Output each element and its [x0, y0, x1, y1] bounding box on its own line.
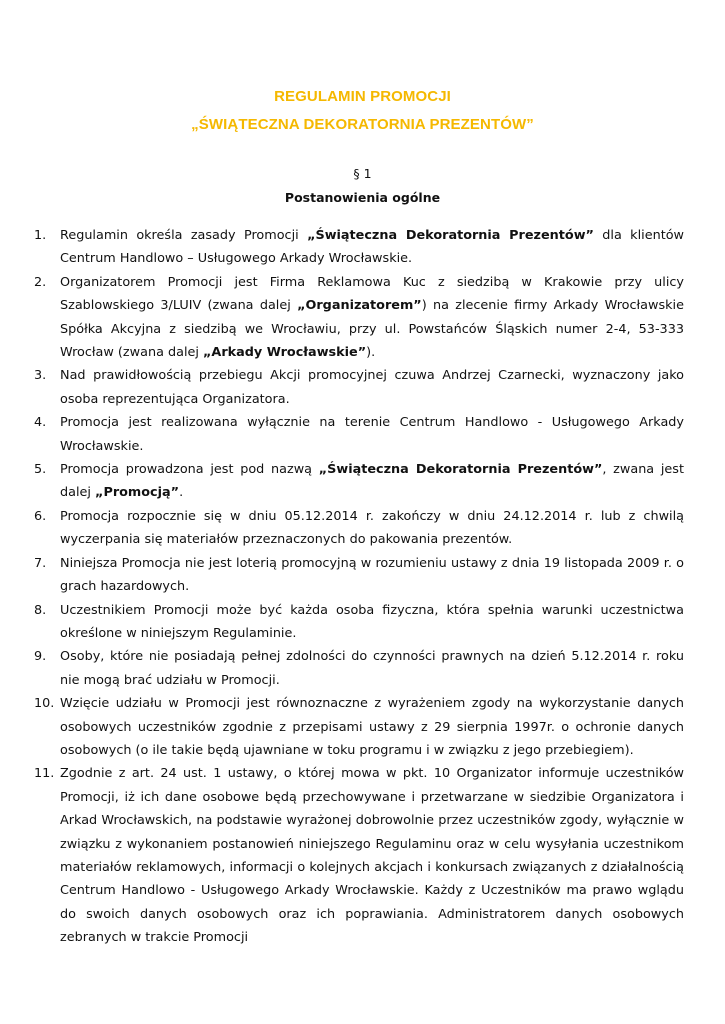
list-item-text [60, 603, 684, 641]
emphasized-text: „Arkady Wrocławskie” [203, 345, 367, 361]
list-item [34, 552, 684, 599]
list-item-number: 8. [34, 602, 47, 618]
text-run: Promocja prowadzona jest pod nazwą [60, 462, 319, 478]
text-run: Uczestnikiem Promocji może być każda osoba fizyczna, która spełnia warunki uczestnictwa określone w niniejszym Regulaminie. [60, 602, 684, 641]
text-run: dla klientów Centrum Handlowo – Usługowego Arkady Wrocławskie. [60, 228, 685, 267]
list-item [34, 411, 684, 458]
list-item-number: 9. [34, 649, 47, 665]
list-item [34, 224, 684, 271]
list-item-number: 2. [34, 274, 47, 290]
list-item-text [60, 649, 684, 687]
list-item-text [60, 766, 684, 945]
text-run: Organizatorem Promocji jest Firma Reklamowa Kuc z siedzibą w Krakowie przy ulicy Szablowskiego 3/LUIV (zwana dalej [60, 274, 684, 314]
text-run: . [179, 485, 184, 501]
list-item-text [60, 275, 684, 360]
list-item [34, 599, 684, 646]
list-item [34, 271, 684, 365]
text-run: Zgodnie z art. 24 ust. 1 ustawy, o której mowa w pkt. 10 Organizator informuje uczestników Promocji, iż ich dane osobowe będą przechowywane i przetwarzane w siedzibie Organizatora i Arkad Wrocławskich, na podstawie wyrażonej dobrowolnie przez uczestników zgody, wyłącznie w związku z wykonaniem postanowień niniejszego Regulaminu oraz w celu wysyłania uczestnikom materiałów reklamowych, informacji o kolejnych akcjach i konkursach związanych z działalnością Centrum Handlowo - Usługowego Arkady Wrocławskie. Każdy z Uczestników ma prawo wglądu do swoich danych osobowych oraz ich poprawiania. Administratorem danych osobowych zebranych w trakcie Promocji [60, 766, 684, 946]
list-item-number: 11. [34, 766, 55, 782]
text-run: , zwana jest dalej [60, 462, 684, 501]
emphasized-text: „Świąteczna Dekoratornia Prezentów” [318, 462, 603, 478]
list-item [34, 505, 684, 552]
list-item-text [60, 509, 684, 547]
emphasized-text: „Świąteczna Dekoratornia Prezentów” [307, 228, 594, 243]
emphasized-text: „Promocją” [95, 485, 180, 501]
text-run: ). [366, 345, 376, 361]
list-item-text [60, 462, 684, 500]
list-item-text [60, 228, 684, 266]
list-item-number: 3. [34, 368, 47, 384]
text-run: Osoby, które nie posiadają pełnej zdolności do czynności prawnych na dzień 5.12.2014 r. roku nie mogą brać udziału w Promocji. [60, 649, 684, 688]
list-item [34, 645, 684, 692]
document-title: REGULAMIN PROMOCJI [274, 88, 451, 105]
list-item-text [60, 696, 684, 758]
text-run: Promocja jest realizowana wyłącznie na terenie Centrum Handlowo - Usługowego Arkady Wrocławskie. [60, 415, 684, 454]
list-item-number: 1. [34, 228, 47, 243]
text-run: Niniejsza Promocja nie jest loterią promocyjną w rozumieniu ustawy z dnia 19 listopada 2009 r. o grach hazardowych. [60, 555, 684, 595]
text-run: ) na zlecenie firmy Arkady Wrocławskie Spółka Akcyjna z siedzibą we Wrocławiu, przy ul. Powstańców Śląskich numer 2-4, 53-333 Wrocław (zwana dalej [60, 298, 684, 361]
list-item-number: 4. [34, 415, 47, 431]
regulations-list [34, 224, 684, 950]
list-item-number: 6. [34, 508, 47, 524]
promotion-name-title: „ŚWIĄTECZNA DEKORATORNIA PREZENTÓW” [191, 116, 534, 133]
list-item-text [60, 368, 684, 406]
text-run: Wzięcie udziału w Promocji jest równoznaczne z wyrażeniem zgody na wykorzystanie danych osobowych uczestników zgodnie z przepisami ustawy z 29 sierpnia 1997r. o ochronie danych osobowych (o ile takie będą ujawniane w toku programu i w związku z jego przebiegiem). [60, 696, 684, 758]
text-run: Regulamin określa zasady Promocji [60, 228, 308, 243]
text-run: Promocja rozpocznie się w dniu 05.12.2014 r. zakończy w dniu 24.12.2014 r. lub z chwilą wyczerpania się materiałów przeznaczonych do pakowania prezentów. [60, 508, 684, 548]
list-item-number: 7. [34, 555, 47, 571]
list-item-number: 10. [34, 696, 55, 712]
list-item [34, 458, 684, 505]
list-item-number: 5. [34, 462, 47, 478]
list-item-text [60, 415, 684, 453]
section-title: Postanowienia ogólne [284, 190, 441, 205]
list-item-text [60, 556, 684, 594]
section-number: § 1 [353, 166, 372, 181]
list-item [34, 762, 684, 949]
emphasized-text: „Organizatorem” [297, 298, 422, 314]
list-item [34, 364, 684, 411]
text-run: Nad prawidłowością przebiegu Akcji promocyjnej czuwa Andrzej Czarnecki, wyznaczony jako osoba reprezentująca Organizatora. [60, 368, 684, 407]
list-item [34, 692, 684, 762]
